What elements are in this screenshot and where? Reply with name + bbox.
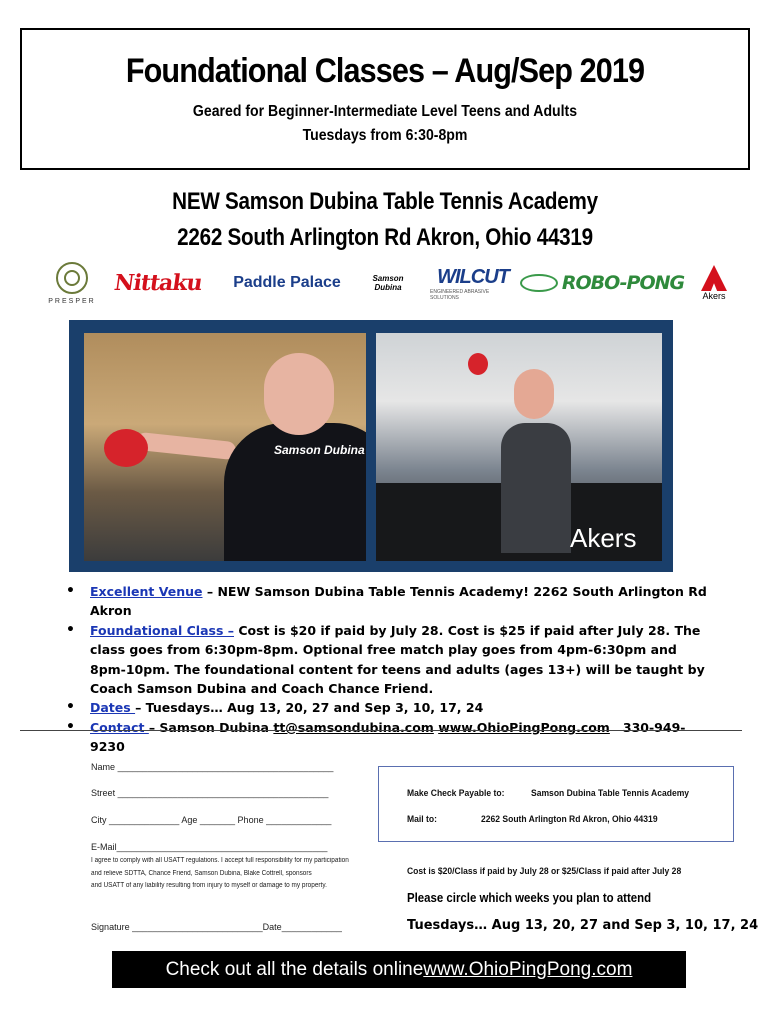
email-field[interactable]: E-Mail__________________________________________	[91, 842, 328, 853]
subtitle-audience: Geared for Beginner-Intermediate Level Teens and Adults	[192, 103, 578, 120]
paddle-palace-logo	[222, 258, 352, 308]
ball-orbit-icon	[520, 274, 558, 292]
website-text[interactable]: www.OhioPingPong.com	[438, 719, 610, 735]
list-item: • Excellent Venue – NEW Samson Dubina Table Tennis Academy! 2262 South Arlington Rd Akron	[66, 582, 716, 621]
akers-a-icon	[701, 265, 727, 291]
akers-logo: Akers	[694, 258, 734, 308]
name-field[interactable]: Name ___________________________________________	[91, 762, 334, 773]
waiver-line-1: I agree to comply with all USATT regulations. I accept full responsibility for my participation	[91, 857, 349, 864]
weeks-list[interactable]: Tuesdays… Aug 13, 20, 27 and Sep 3, 10, 17, 24	[407, 918, 759, 933]
list-item: • Dates – Tuesdays… Aug 13, 20, 27 and Sep 3, 10, 17, 24	[66, 698, 716, 717]
title-box	[20, 28, 750, 170]
class-link[interactable]: Foundational Class –	[90, 622, 234, 638]
dates-link[interactable]: Dates	[90, 700, 136, 716]
footer-banner	[112, 951, 686, 988]
divider	[20, 730, 742, 731]
presper-logo: PRESPER	[38, 258, 106, 308]
signature-field[interactable]: Signature __________________________Date____________	[91, 922, 342, 933]
shirt-text: Samson Dubina	[274, 443, 365, 457]
banner-text: Akers	[570, 523, 637, 553]
robo-pong-logo: ROBO-PONG	[518, 258, 686, 308]
coach-photo-left	[84, 333, 366, 561]
street-field[interactable]: Street __________________________________________	[91, 788, 329, 799]
venue-link[interactable]: Excellent Venue	[90, 584, 203, 599]
circle-weeks-heading: Please circle which weeks you plan to attend	[407, 890, 652, 905]
waiver-line-3: and USATT of any liability resulting from injury to myself or damage to my property.	[91, 882, 327, 889]
paddle-palace-label: Paddle Palace	[233, 274, 341, 291]
venue-name: NEW Samson Dubina Table Tennis Academy	[172, 188, 598, 215]
venue-address: 2262 South Arlington Rd Akron, Ohio 44319	[177, 224, 593, 251]
mail-label: Mail to:	[407, 814, 437, 825]
nittaku-logo: Nittaku	[112, 270, 204, 296]
waiver-line-2: and relieve SDTTA, Chance Friend, Samson Dubina, Blake Cottrell, sponsors	[91, 870, 312, 877]
list-item: • Foundational Class – Cost is $20 if paid by July 28. Cost is $25 if paid after July 28. The class goes from 6:30pm-8pm. Optional free match play goes from 4pm-6:30pm and 8pm-10pm. The foundational content for teens and adults (ages 13+) will be taught by Coach Samson Dubina and Coach Chance Friend.	[66, 621, 716, 699]
email-text[interactable]: tt@samsondubina.com	[273, 719, 434, 735]
mail-value: 2262 South Arlington Rd Akron, Ohio 44319	[481, 814, 658, 825]
subtitle-schedule: Tuesdays from 6:30-8pm	[302, 127, 468, 144]
presper-icon	[56, 262, 88, 294]
payment-box	[378, 766, 734, 842]
wilcut-logo: WILCUT ENGINEERED ABRASIVE SOLUTIONS	[430, 265, 509, 301]
phone-text: 330-949-9230	[90, 719, 686, 755]
list-item: • Contact – Samson Dubina tt@samsondubina.com www.OhioPingPong.com 330-949-9230	[66, 718, 716, 757]
paddle-icon	[468, 353, 488, 375]
contact-link[interactable]: Contact	[90, 719, 149, 735]
footer-text: Check out all the details online	[165, 958, 424, 980]
city-age-phone-field[interactable]: City ______________ Age _______ Phone _____________	[91, 815, 332, 826]
coach-photo-right	[376, 333, 662, 561]
samson-dubina-logo: Samson Dubina	[372, 274, 404, 292]
payable-value: Samson Dubina Table Tennis Academy	[531, 788, 690, 799]
footer-link[interactable]: www.OhioPingPong.com	[423, 958, 633, 980]
page-title: Foundational Classes – Aug/Sep 2019	[125, 52, 645, 90]
cost-text: Cost is $20/Class if paid by July 28 or $25/Class if paid after July 28	[407, 866, 682, 877]
payable-label: Make Check Payable to:	[407, 788, 505, 799]
paddle-icon	[104, 429, 148, 467]
